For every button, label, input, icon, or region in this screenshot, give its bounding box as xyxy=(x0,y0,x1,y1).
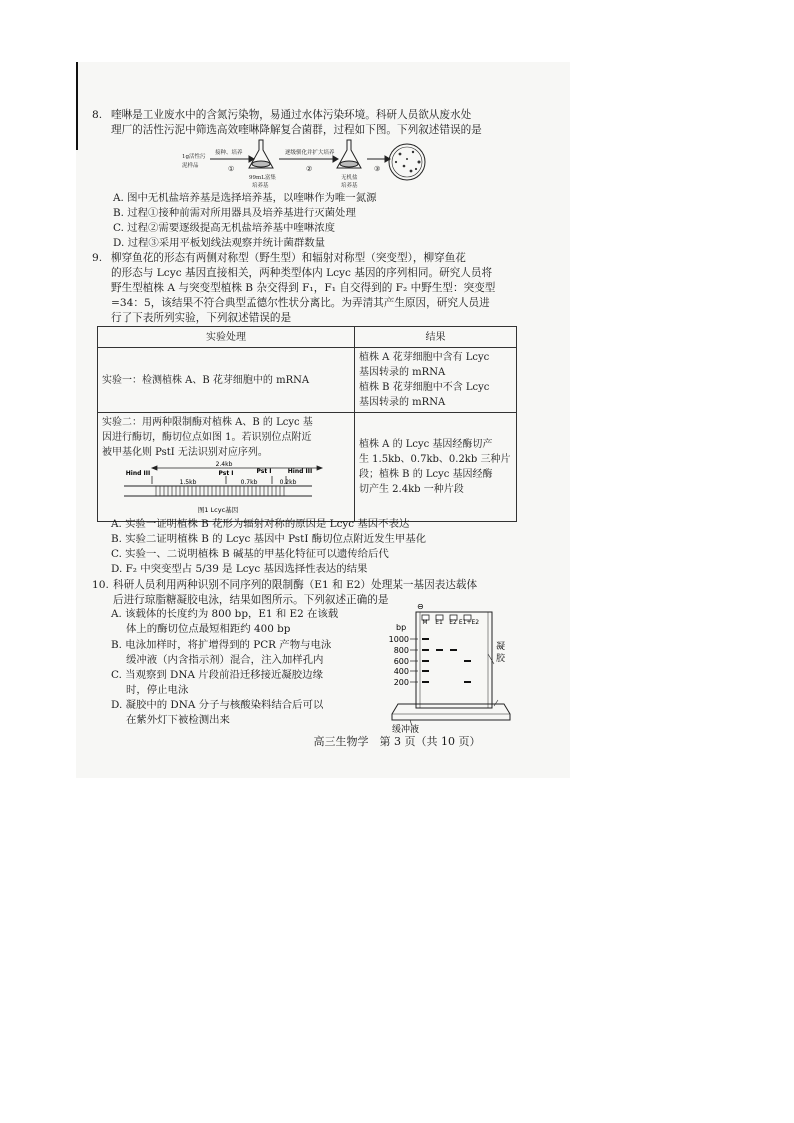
table-row xyxy=(98,413,517,522)
q9-option-d: D. F₂ 中突变型占 5/39 是 Lcyc 基因选择性表达的结果 xyxy=(111,563,368,575)
q8-option-b: B. 过程①接种前需对所用器具及培养基进行灭菌处理 xyxy=(113,207,356,219)
q8-flask2-label-2: 培养基 xyxy=(341,183,358,189)
figure1-caption: 图1 Lcyc基因 xyxy=(197,506,239,514)
site-label-hind2: Hind III xyxy=(287,468,313,475)
experiment2-treatment xyxy=(98,413,355,522)
gene-hatching xyxy=(156,486,284,496)
q8-option-a: A. 图中无机盐培养基是选择培养基，以喹啉作为唯一氮源 xyxy=(113,192,377,204)
segment-label-1: 1.5kb xyxy=(179,479,197,486)
lane-label-e1e2: E1+E2 xyxy=(458,619,480,626)
q9-option-b: B. 实验二证明植株 B 的 Lcyc 基因中 PstI 酶切位点附近发生甲基化 xyxy=(111,533,427,545)
gel-label-2: 胶 xyxy=(496,654,506,664)
q10-number: 10. xyxy=(92,579,109,591)
table-header-result: 结果 xyxy=(355,327,517,348)
site-label-hind1: Hind III xyxy=(125,470,151,477)
q10-stem-line1: 科研人员利用两种识别不同序列的限制酶（E1 和 E2）处理某一基因表达载体 xyxy=(113,579,478,591)
q8-flask2-label-1: 无机盐 xyxy=(341,175,358,181)
marker-labels xyxy=(389,635,409,687)
treatment2-line: 因进行酶切，酶切位点如图 1。若识别位点附近 xyxy=(102,432,312,443)
q8-sample-label-1: 1g活性污 xyxy=(182,154,206,160)
gel-bands xyxy=(422,638,471,683)
q10-option-b-line1: B. 电泳加样时，将扩增得到的 PCR 产物与电泳 xyxy=(111,639,332,651)
figure1-graphics xyxy=(102,460,348,518)
cathode-symbol: ⊖ xyxy=(417,604,424,611)
band-e1e2-upper xyxy=(464,660,471,662)
experiment1-treatment: 实验一：检测植株 A、B 花芽细胞中的 mRNA xyxy=(98,348,355,413)
band-m-200 xyxy=(422,681,429,683)
q10-option-d-line1: D. 凝胶中的 DNA 分子与核酸染料结合后可以 xyxy=(111,699,324,711)
result2-line: 生 1.5kb、0.7kb、0.2kb 三种片 xyxy=(359,454,511,465)
q10-option-a-line2: 体上的酶切位点最短相距约 400 bp xyxy=(126,623,291,635)
marker-label: 600 xyxy=(393,657,409,666)
site-label-pst2: Pst I xyxy=(256,468,272,475)
marker-label: 1000 xyxy=(388,635,409,644)
marker-ticks xyxy=(410,639,418,682)
gel-unit-label: bp xyxy=(396,623,407,632)
table-header-treatment: 实验处理 xyxy=(98,327,355,348)
q8-arrow-2-head xyxy=(333,156,338,162)
total-arrow-right xyxy=(317,466,322,470)
q8-option-c: C. 过程②需要逐级提高无机盐培养基中喹啉浓度 xyxy=(113,222,335,234)
buffer-label: 缓冲液 xyxy=(392,725,420,734)
q10-stem-line2: 后进行琼脂糖凝胶电泳，结果如图所示。下列叙述正确的是 xyxy=(113,594,389,606)
q9-stem-line2: 的形态与 Lcyc 基因直接相关，两种类型体内 Lcyc 基因的序列相同。研究人员将 xyxy=(111,267,493,279)
q9-stem-line5: 行了下表所列实验，下列叙述错误的是 xyxy=(111,312,292,324)
q10-option-c-line2: 时，停止电泳 xyxy=(126,684,189,696)
band-m-600 xyxy=(422,660,429,662)
q8-flask-1-liquid xyxy=(252,161,270,167)
q8-option-d: D. 过程③采用平板划线法观察并统计菌群数量 xyxy=(113,237,325,249)
q9-number: 9. xyxy=(92,252,103,264)
result2-line: 切产生 2.4kb 一种片段 xyxy=(359,484,464,495)
q9-stem-line4: =34：5，该结果不符合典型孟德尔性状分离比。为弄清其产生原因，研究人员进 xyxy=(111,297,490,309)
q9-experiment-table xyxy=(97,326,517,522)
band-e1 xyxy=(436,649,443,651)
gel-label-pointer xyxy=(488,654,494,664)
page-footer: 高三生物学 第 3 页（共 10 页） xyxy=(313,735,481,748)
result1-line: 基因转录的 mRNA xyxy=(359,397,446,408)
q8-diagram-graphics xyxy=(175,136,445,192)
segment-label-2: 0.7kb xyxy=(240,479,258,486)
table-header-row xyxy=(98,327,517,348)
marker-label: 200 xyxy=(393,678,409,687)
q8-flask1-label-1: 99mL富集 xyxy=(249,175,276,181)
q10-option-a-line1: A. 该载体的长度约为 800 bp，E1 和 E2 在该载 xyxy=(111,608,339,620)
band-m-800 xyxy=(422,649,429,651)
q10-option-c-line1: C. 当观察到 DNA 片段前沿迁移接近凝胶边缘 xyxy=(111,669,323,681)
result1-line: 植株 A 花芽细胞中含有 Lcyc xyxy=(359,352,490,363)
experiment2-result xyxy=(355,413,517,522)
treatment2-line: 被甲基化则 PstI 无法识别对应序列。 xyxy=(102,447,268,458)
q8-step2-number: ② xyxy=(306,165,313,173)
marker-label: 400 xyxy=(393,667,409,676)
band-m-1000 xyxy=(422,638,429,640)
band-m-400 xyxy=(422,670,429,672)
q9-option-a: A. 实验一证明植株 B 花形为辐射对称的原因是 Lcyc 基因不表达 xyxy=(111,518,410,530)
total-length-label: 2.4kb xyxy=(215,461,233,468)
scan-edge-line xyxy=(76,62,78,150)
table-row xyxy=(98,348,517,413)
q8-number: 8. xyxy=(92,109,103,121)
lane-label-e1: E1 xyxy=(435,619,443,626)
q9-stem-line3: 野生型植株 A 与突变型植株 B 杂交得到 F₁，F₁ 自交得到的 F₂ 中野生型：突变型 xyxy=(111,282,496,294)
treatment2-line: 实验二：用两种限制酶对植株 A、B 的 Lcyc 基 xyxy=(102,417,313,428)
q8-step1-label: 接种、培养 xyxy=(215,150,243,156)
result2-line: 植株 A 的 Lcyc 基因经酶切产 xyxy=(359,439,493,450)
q10-gel-electrophoresis-figure xyxy=(384,604,520,734)
experiment1-result xyxy=(355,348,517,413)
lane-label-e2: E2 xyxy=(449,619,457,626)
q8-stem-line2: 理厂的活性污泥中筛选高效喹啉降解复合菌群，过程如下图。下列叙述错误的是 xyxy=(111,124,482,136)
marker-label: 800 xyxy=(393,646,409,655)
q8-flask1-label-2: 培养基 xyxy=(252,183,269,189)
q8-step1-number: ① xyxy=(228,165,235,173)
band-e1e2-lower xyxy=(464,681,471,683)
site-label-pst1: Pst I xyxy=(218,470,234,477)
q8-step3-number: ③ xyxy=(374,165,381,173)
q8-plate-colonies xyxy=(395,151,421,173)
total-arrow-left xyxy=(152,466,157,470)
q8-flask-2-liquid xyxy=(340,161,358,167)
band-e2 xyxy=(450,649,457,651)
result2-line: 段；植株 B 的 Lcyc 基因经酶 xyxy=(359,469,493,480)
gel-label-1: 凝 xyxy=(496,642,506,652)
segment-label-3: 0.2kb xyxy=(279,479,297,486)
result1-line: 植株 B 花芽细胞中不含 Lcyc xyxy=(359,382,490,393)
figure1-lcyc-gene xyxy=(102,460,350,518)
q8-sample-label-2: 泥样品 xyxy=(182,163,199,169)
q10-option-b-line2: 缓冲液（内含指示剂）混合，注入加样孔内 xyxy=(126,654,324,666)
q9-option-c: C. 实验一、二说明植株 B 碱基的甲基化特征可以遗传给后代 xyxy=(111,548,389,560)
result1-line: 基因转录的 mRNA xyxy=(359,367,446,378)
lane-label-m: M xyxy=(422,619,428,626)
q9-stem-line1: 柳穿鱼花的形态有两侧对称型（野生型）和辐射对称型（突变型），柳穿鱼花 xyxy=(111,252,466,264)
q8-step2-label: 逐级驯化并扩大培养 xyxy=(285,150,335,156)
q8-stem-line1: 喹啉是工业废水中的含氮污染物，易通过水体污染环境。科研人员欲从废水处 xyxy=(111,109,472,121)
q10-option-d-line2: 在紫外灯下被检测出来 xyxy=(126,714,230,726)
